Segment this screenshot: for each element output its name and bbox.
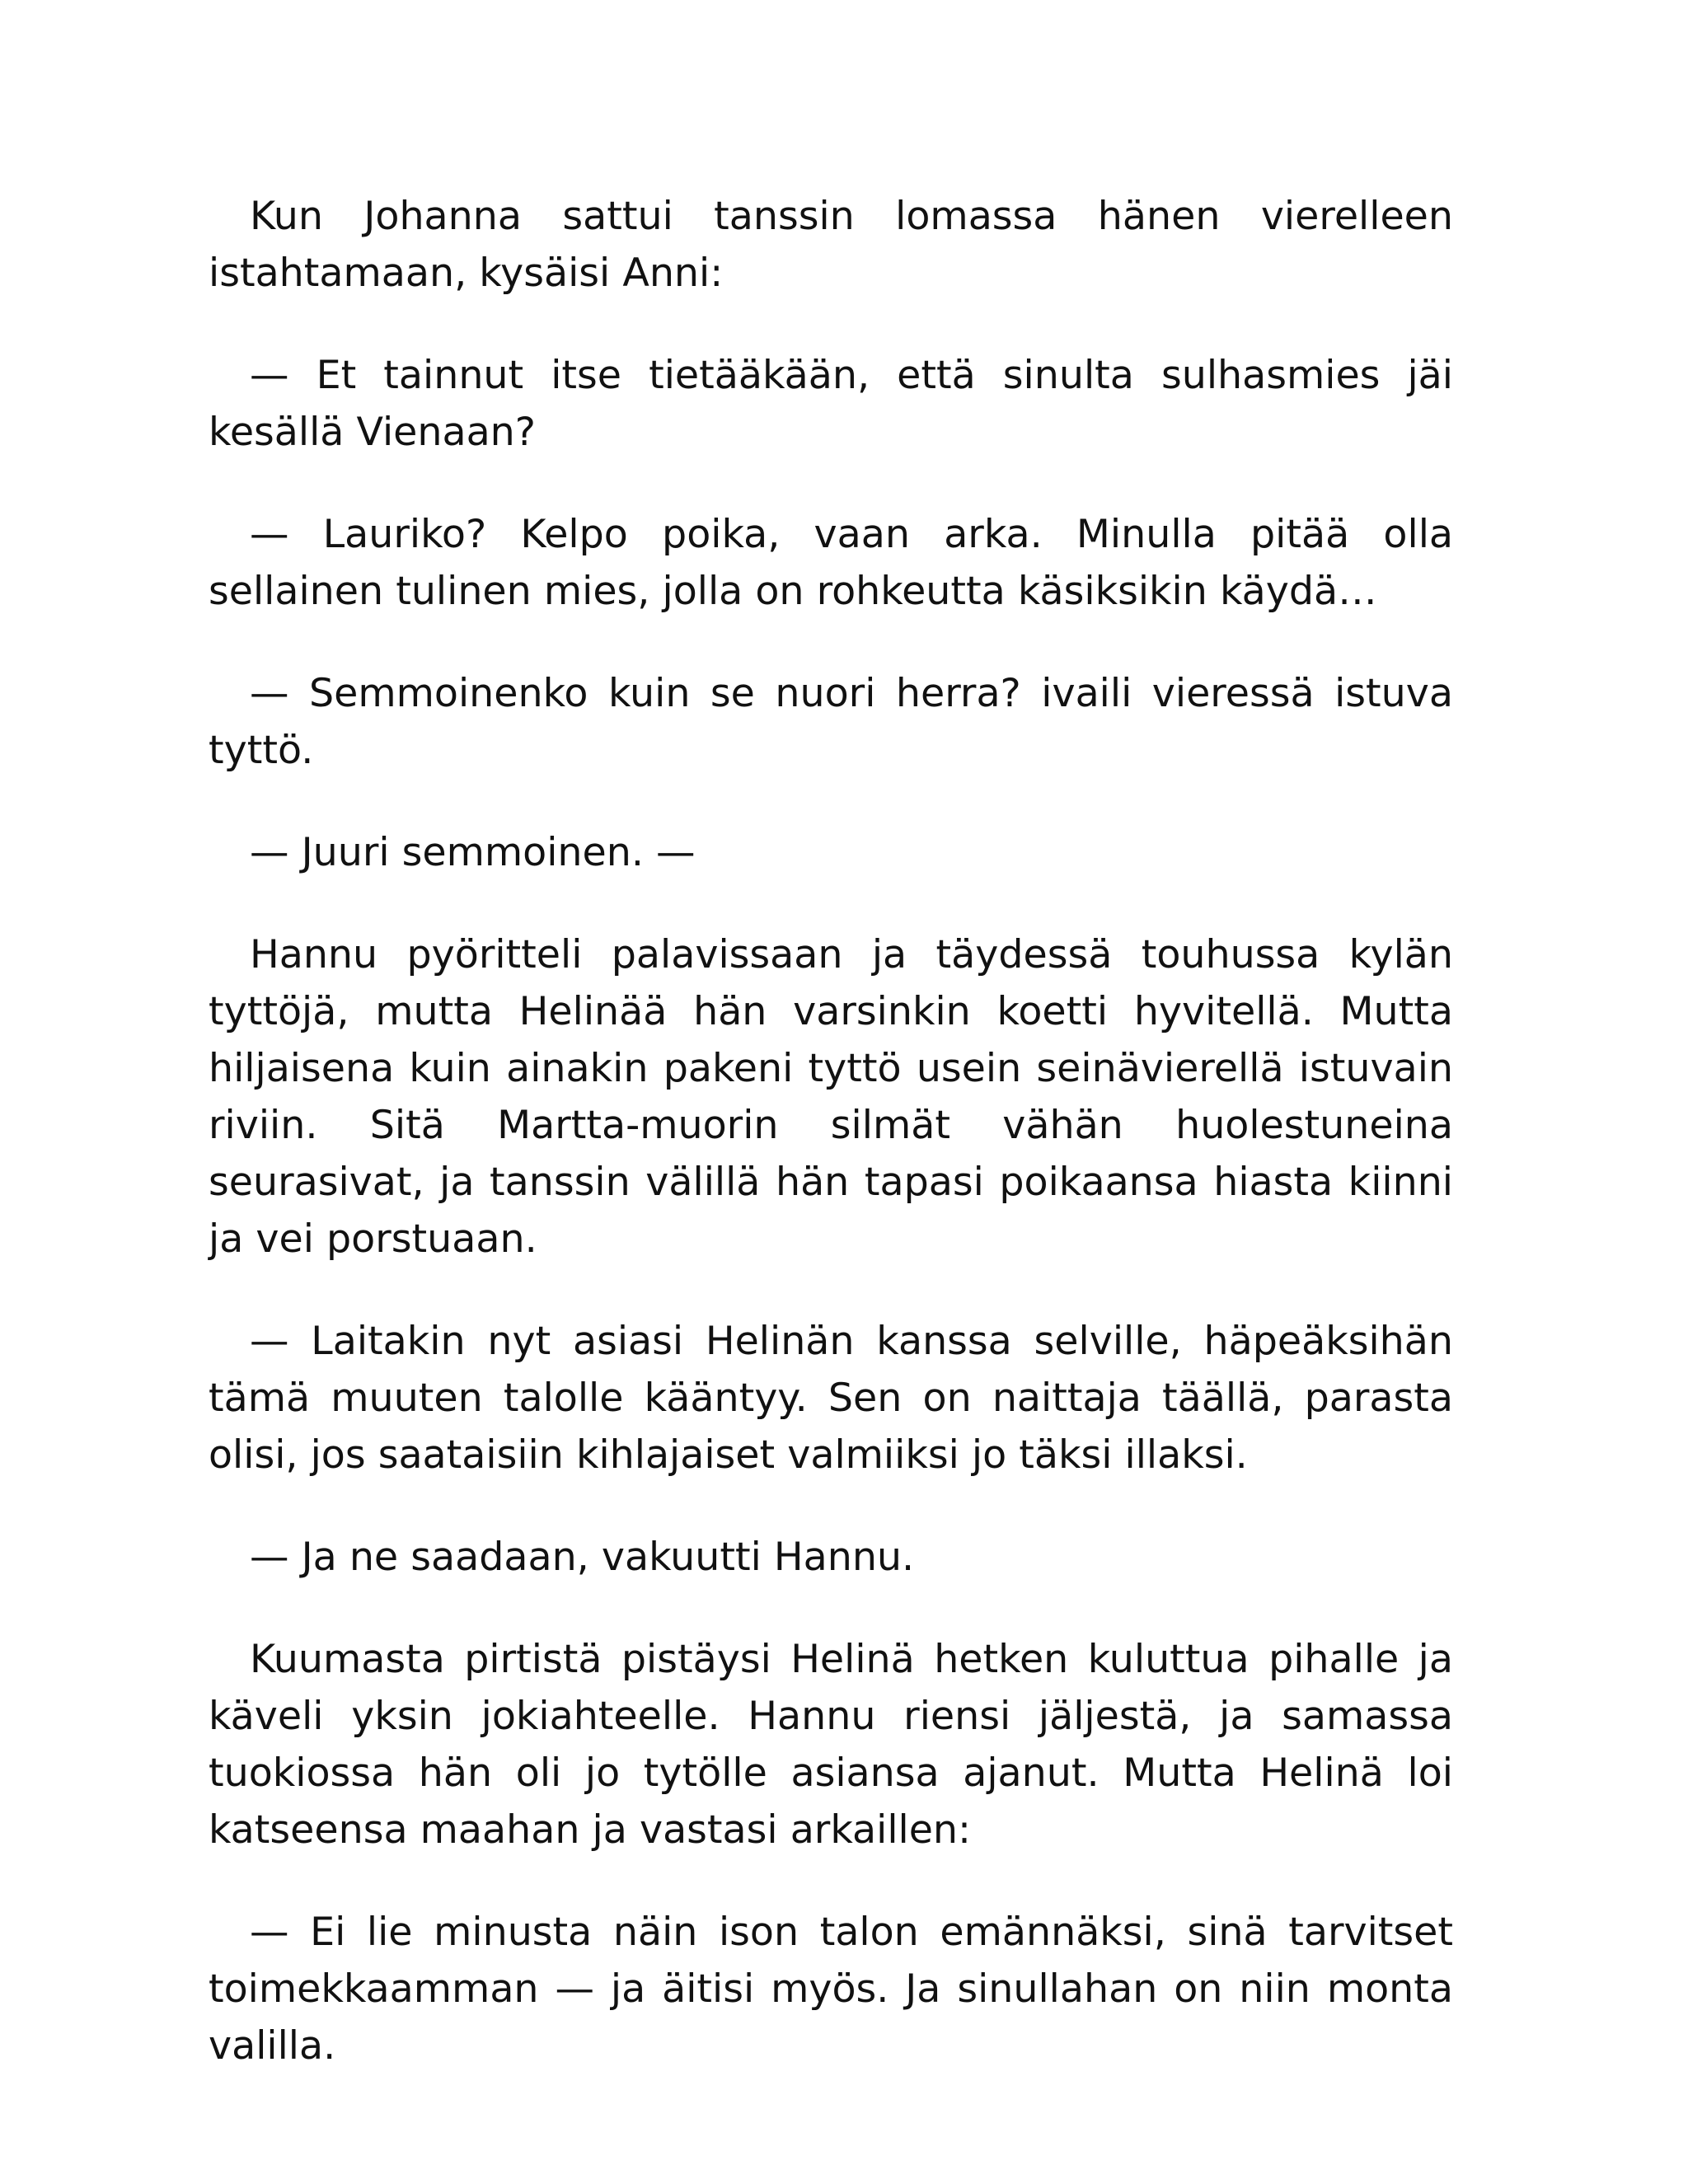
paragraph-8: — Ja ne saadaan, vakuutti Hannu. <box>250 1535 915 1580</box>
paragraph-1: Kun Johanna sattui tanssin lomassa hänen vierelleen istahtamaan, kysäisi Anni: <box>209 194 1453 296</box>
book-page <box>209 188 1453 2120</box>
paragraph-10: — Ei lie minusta näin ison talon emännäksi, sinä tarvitset toimekkaamman — ja äitisi myös. Ja sinullahan on niin monta valilla. <box>209 1910 1453 2069</box>
paragraph-4: — Semmoinenko kuin se nuori herra? ivaili vieressä istuva tyttö. <box>209 671 1453 773</box>
paragraph-6: Hannu pyöritteli palavissaan ja täydessä touhussa kylän tyttöjä, mutta Helinää hän varsinkin koetti hyvitellä. Mutta hiljaisena kuin ainakin pakeni tyttö usein seinävierellä istuvain riviin. Sitä Martta-muorin silmät vähän huolestuneina seurasivat, ja tanssin välillä hän tapasi poikaansa hiasta kiinni ja vei porstuaan. <box>209 932 1453 1262</box>
paragraph-5: — Juuri semmoinen. — <box>250 830 696 875</box>
paragraph-3: — Lauriko? Kelpo poika, vaan arka. Minulla pitää olla sellainen tulinen mies, jolla on rohkeutta käsiksikin käydä… <box>209 512 1453 614</box>
paragraph-7: — Laitakin nyt asiasi Helinän kanssa selville, häpeäksihän tämä muuten talolle kääntyy. Sen on naittaja täällä, parasta olisi, jos saataisiin kihlajaiset valmiiksi jo täksi illaksi. <box>209 1319 1453 1478</box>
paragraph-9: Kuumasta pirtistä pistäysi Helinä hetken kuluttua pihalle ja käveli yksin jokiahteelle. Hannu riensi jäljestä, ja samassa tuokiossa hän oli jo tytölle asiansa ajanut. Mutta Helinä loi katseensa maahan ja vastasi arkaillen: <box>209 1637 1453 1853</box>
paragraph-2: — Et tainnut itse tietääkään, että sinulta sulhasmies jäi kesällä Vienaan? <box>209 353 1453 455</box>
